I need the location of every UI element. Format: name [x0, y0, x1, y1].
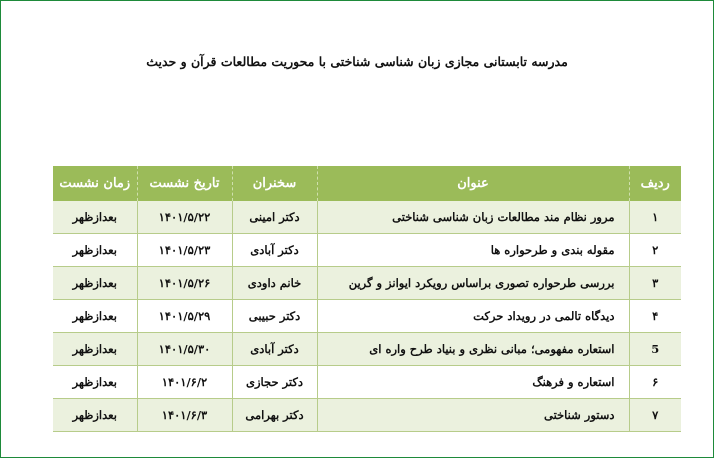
table-row: [53, 201, 681, 234]
session-date: ۱۴۰۱/۵/۲۲: [137, 201, 232, 234]
session-speaker: دکتر بهرامی: [232, 399, 317, 432]
session-topic: مرور نظام مند مطالعات زبان شناسی شناختی: [317, 201, 629, 234]
column-header-speaker: سخنران: [232, 166, 317, 201]
row-number: 5: [629, 333, 681, 366]
header-row: [53, 166, 681, 201]
session-time: بعدازظهر: [53, 366, 137, 399]
session-date: ۱۴۰۱/۵/۲۶: [137, 267, 232, 300]
session-time: بعدازظهر: [53, 300, 137, 333]
column-header-time: زمان نشست: [53, 166, 137, 201]
page-title: مدرسه تابستانی مجازی زبان شناسی شناختی با محوریت مطالعات قرآن و حدیث: [146, 54, 568, 69]
schedule-table: [53, 166, 681, 432]
session-topic: بررسی طرحواره تصوری براساس رویکرد ایوانز و گرین: [317, 267, 629, 300]
session-time: بعدازظهر: [53, 267, 137, 300]
session-speaker: خانم داودی: [232, 267, 317, 300]
row-number: ۱: [629, 201, 681, 234]
row-number: ۶: [629, 366, 681, 399]
row-number: ۴: [629, 300, 681, 333]
column-header-date: تاریخ نشست: [137, 166, 232, 201]
session-date: ۱۴۰۱/۶/۲: [137, 366, 232, 399]
session-time: بعدازظهر: [53, 333, 137, 366]
session-time: بعدازظهر: [53, 201, 137, 234]
session-speaker: دکتر حبیبی: [232, 300, 317, 333]
session-time: بعدازظهر: [53, 399, 137, 432]
session-speaker: دکتر آبادی: [232, 333, 317, 366]
session-time: بعدازظهر: [53, 234, 137, 267]
session-date: ۱۴۰۱/۵/۲۳: [137, 234, 232, 267]
session-date: ۱۴۰۱/۶/۳: [137, 399, 232, 432]
session-topic: مقوله بندی و طرحواره ها: [317, 234, 629, 267]
session-speaker: دکتر حجازی: [232, 366, 317, 399]
table-row: [53, 399, 681, 432]
session-date: ۱۴۰۱/۵/۳۰: [137, 333, 232, 366]
session-topic: دستور شناختی: [317, 399, 629, 432]
session-topic: دیدگاه تالمی در رویداد حرکت: [317, 300, 629, 333]
column-header-topic: عنوان: [317, 166, 629, 201]
table-row: [53, 234, 681, 267]
table-row: [53, 366, 681, 399]
row-number: ۷: [629, 399, 681, 432]
row-number: ۳: [629, 267, 681, 300]
session-topic: استعاره مفهومی؛ مبانی نظری و بنیاد طرح واره ای: [317, 333, 629, 366]
table-row: [53, 267, 681, 300]
session-date: ۱۴۰۱/۵/۲۹: [137, 300, 232, 333]
session-speaker: دکتر امینی: [232, 201, 317, 234]
column-header-num: ردیف: [629, 166, 681, 201]
table-row: [53, 300, 681, 333]
session-topic: استعاره و فرهنگ: [317, 366, 629, 399]
table-row: [53, 333, 681, 366]
row-number: ۲: [629, 234, 681, 267]
session-speaker: دکتر آبادی: [232, 234, 317, 267]
